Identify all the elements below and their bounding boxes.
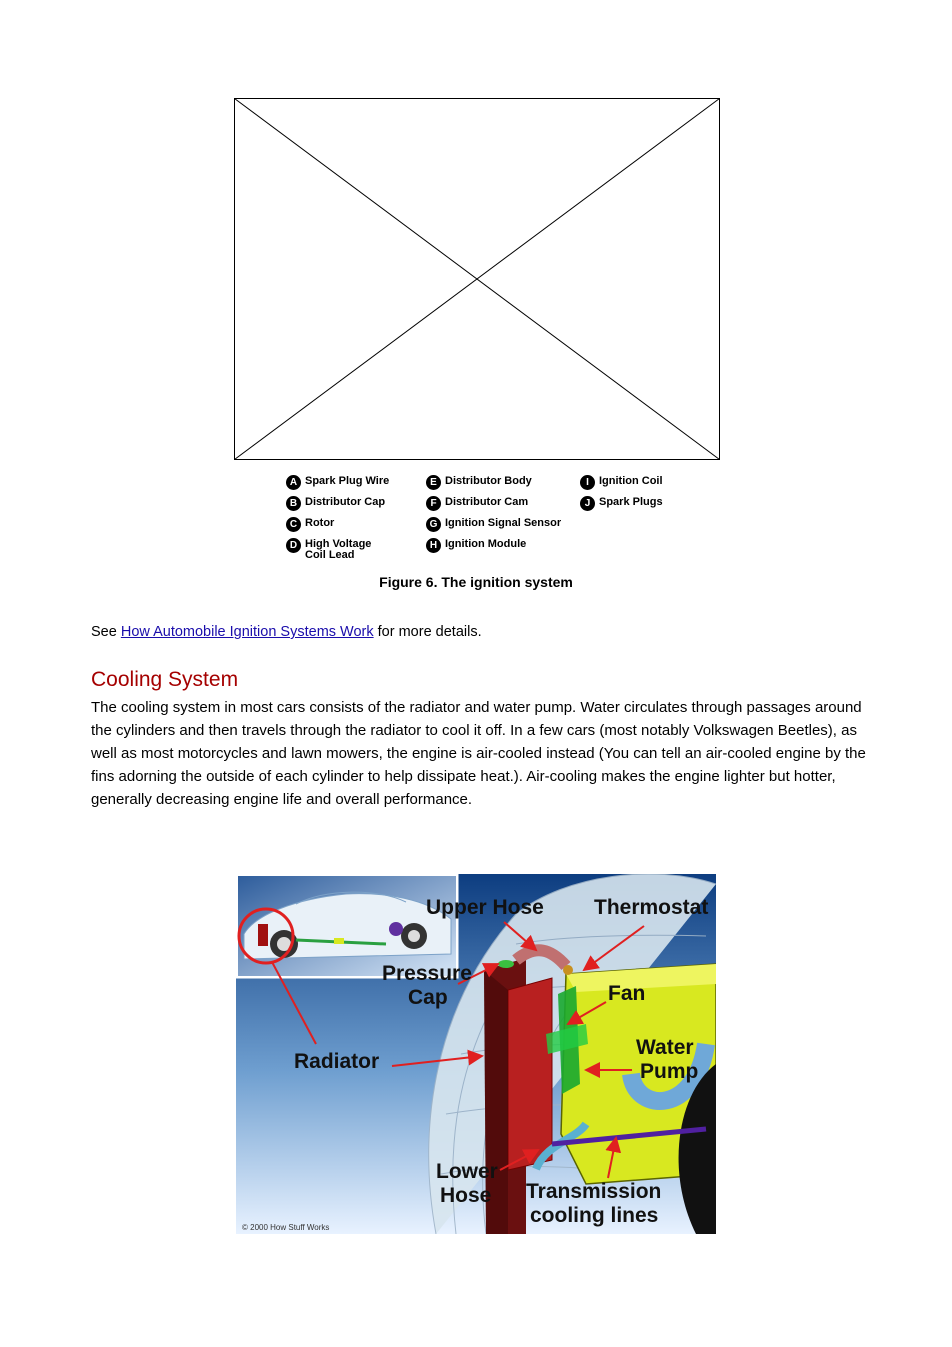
- legend-label: Distributor Cap: [305, 496, 386, 508]
- label-pump: Pump: [640, 1060, 699, 1083]
- legend-item: [286, 518, 334, 532]
- legend-item: [286, 476, 389, 490]
- section-heading: Cooling System: [91, 668, 239, 691]
- label-cooling-lines: cooling lines: [530, 1204, 659, 1227]
- label-radiator: Radiator: [294, 1050, 380, 1073]
- legend-label: High Voltage Coil Lead: [305, 538, 372, 561]
- legend-label: Spark Plug Wire: [305, 475, 390, 487]
- see-also-line: [91, 624, 482, 640]
- legend-item: [286, 539, 371, 561]
- legend-badge: D: [286, 538, 301, 553]
- legend-item: [426, 518, 561, 532]
- legend-item: [580, 476, 663, 490]
- see-prefix: See: [91, 624, 121, 640]
- see-suffix: for more details.: [373, 624, 482, 640]
- legend-badge: E: [426, 475, 441, 490]
- label-water: Water: [636, 1036, 694, 1059]
- legend-label: Ignition Coil: [599, 475, 663, 487]
- figure-caption: Figure 6. The ignition system: [379, 574, 573, 590]
- legend-badge: H: [426, 538, 441, 553]
- ignition-legend: [286, 474, 706, 570]
- legend-label: Rotor: [305, 517, 335, 529]
- label-upper-hose: Upper Hose: [426, 896, 544, 919]
- label-lower: Lower: [436, 1160, 498, 1183]
- legend-label: Spark Plugs: [599, 496, 663, 508]
- legend-item: [426, 539, 526, 553]
- legend-badge: C: [286, 517, 301, 532]
- legend-badge: J: [580, 496, 595, 511]
- label-cap: Cap: [408, 986, 448, 1009]
- legend-badge: B: [286, 496, 301, 511]
- copyright-notice: © 2000 How Stuff Works: [242, 1223, 330, 1232]
- cooling-system-illustration: [236, 874, 716, 1234]
- legend-label: Ignition Signal Sensor: [445, 517, 562, 529]
- body-paragraph: The cooling system in most cars consists of the radiator and water pump. Water circulates through passages around the cylinders and then travels through the radiator to cool it off. In a few cars (most notably Volkswagen Beetles), as well as most motorcycles and lawn mowers, the engine is air-cooled instead (You can tell an air-cooled engine by the fins adorning the outside of each cylinder to help dissipate heat.). Air-cooling makes the engine lighter but hotter, generally decreasing engine life and overall performance.: [91, 699, 866, 808]
- broken-image-icon: [234, 98, 720, 460]
- label-pressure: Pressure: [382, 962, 472, 985]
- label-transmission: Transmission: [526, 1180, 662, 1203]
- legend-badge: G: [426, 517, 441, 532]
- legend-badge: F: [426, 496, 441, 511]
- label-fan: Fan: [608, 982, 646, 1005]
- legend-item: [286, 497, 385, 511]
- legend-item: [426, 476, 532, 490]
- label-hose: Hose: [440, 1184, 492, 1207]
- legend-label: Ignition Module: [445, 538, 527, 550]
- legend-badge: I: [580, 475, 595, 490]
- legend-label: Distributor Body: [445, 475, 532, 487]
- label-thermostat: Thermostat: [594, 896, 709, 919]
- ignition-systems-link[interactable]: How Automobile Ignition Systems Work: [120, 624, 374, 640]
- legend-badge: A: [286, 475, 301, 490]
- legend-item: [426, 497, 528, 511]
- ignition-figure-placeholder: [234, 98, 720, 460]
- legend-item: [580, 497, 663, 511]
- legend-label: Distributor Cam: [445, 496, 529, 508]
